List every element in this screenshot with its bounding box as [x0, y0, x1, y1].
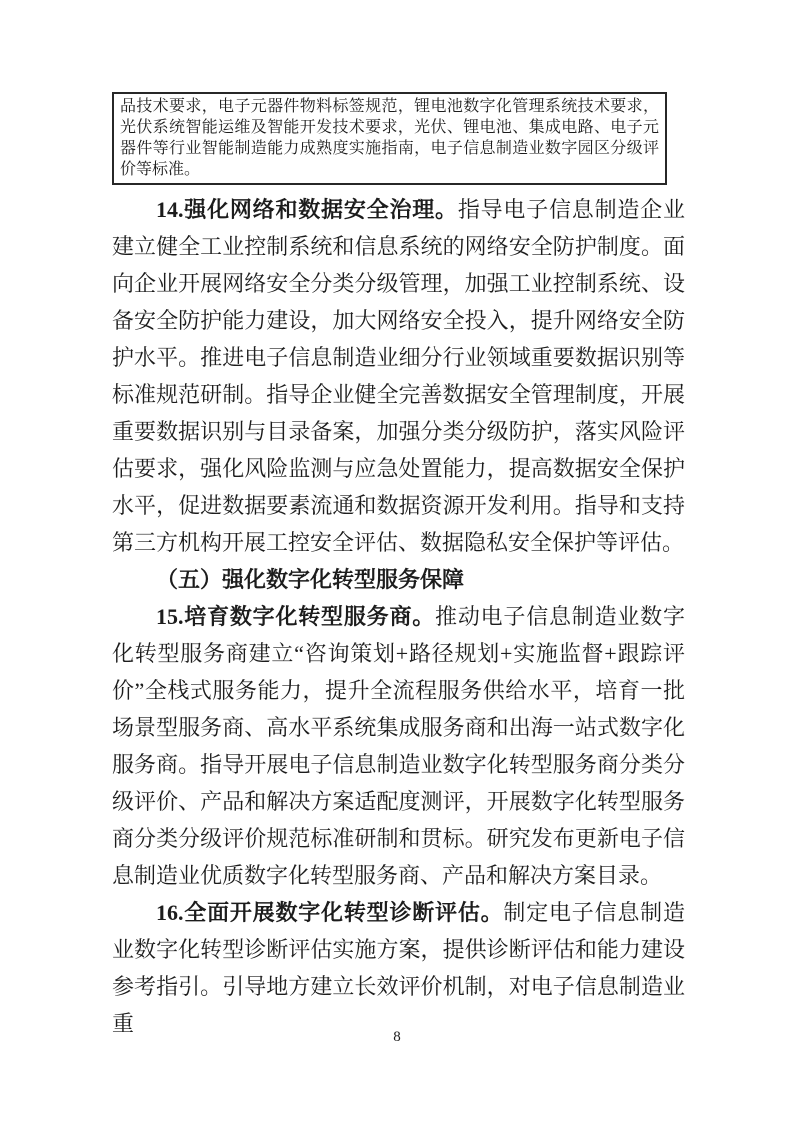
paragraph-16-lead: 16.全面开展数字化转型诊断评估。 [156, 900, 504, 925]
page-body [112, 92, 685, 1042]
paragraph-15-lead: 15.培育数字化转型服务商。 [156, 604, 436, 629]
paragraph-16-body: 制定电子信息制造业数字化转型诊断评估实施方案，提供诊断评估和能力建设参考指引。引导地方建立长效评价机制，对电子信息制造业重 [112, 900, 685, 1036]
paragraph-14 [112, 191, 685, 561]
section-5-heading: （五）强化数字化转型服务保障 [156, 567, 465, 592]
standards-notice-box [112, 92, 667, 185]
paragraph-15 [112, 598, 685, 894]
paragraph-16 [112, 894, 685, 1042]
page-number: 8 [393, 1029, 401, 1045]
standards-notice-text: 品技术要求，电子元器件物料标签规范，锂电池数字化管理系统技术要求，光伏系统智能运维及智能开发技术要求，光伏、锂电池、集成电路、电子元器件等行业智能制造能力成熟度实施指南，电子信息制造业数字园区分级评价等标准。 [120, 98, 659, 178]
paragraph-14-body: 指导电子信息制造企业建立健全工业控制系统和信息系统的网络安全防护制度。面向企业开展网络安全分类分级管理，加强工业控制系统、设备安全防护能力建设，加大网络安全投入，提升网络安全防护水平。推进电子信息制造业细分行业领域重要数据识别等标准规范研制。指导企业健全完善数据安全管理制度，开展重要数据识别与目录备案，加强分类分级防护，落实风险评估要求，强化风险监测与应急处置能力，提高数据安全保护水平，促进数据要素流通和数据资源开发利用。指导和支持第三方机构开展工控安全评估、数据隐私安全保护等评估。 [112, 197, 685, 555]
paragraph-15-body: 推动电子信息制造业数字化转型服务商建立“咨询策划+路径规划+实施监督+跟踪评价”全栈式服务能力，提升全流程服务供给水平，培育一批场景型服务商、高水平系统集成服务商和出海一站式数字化服务商。指导开展电子信息制造业数字化转型服务商分类分级评价、产品和解决方案适配度测评，开展数字化转型服务商分类分级评价规范标准研制和贯标。研究发布更新电子信息制造业优质数字化转型服务商、产品和解决方案目录。 [112, 604, 685, 888]
paragraph-14-lead: 14.强化网络和数据安全治理。 [156, 197, 458, 222]
